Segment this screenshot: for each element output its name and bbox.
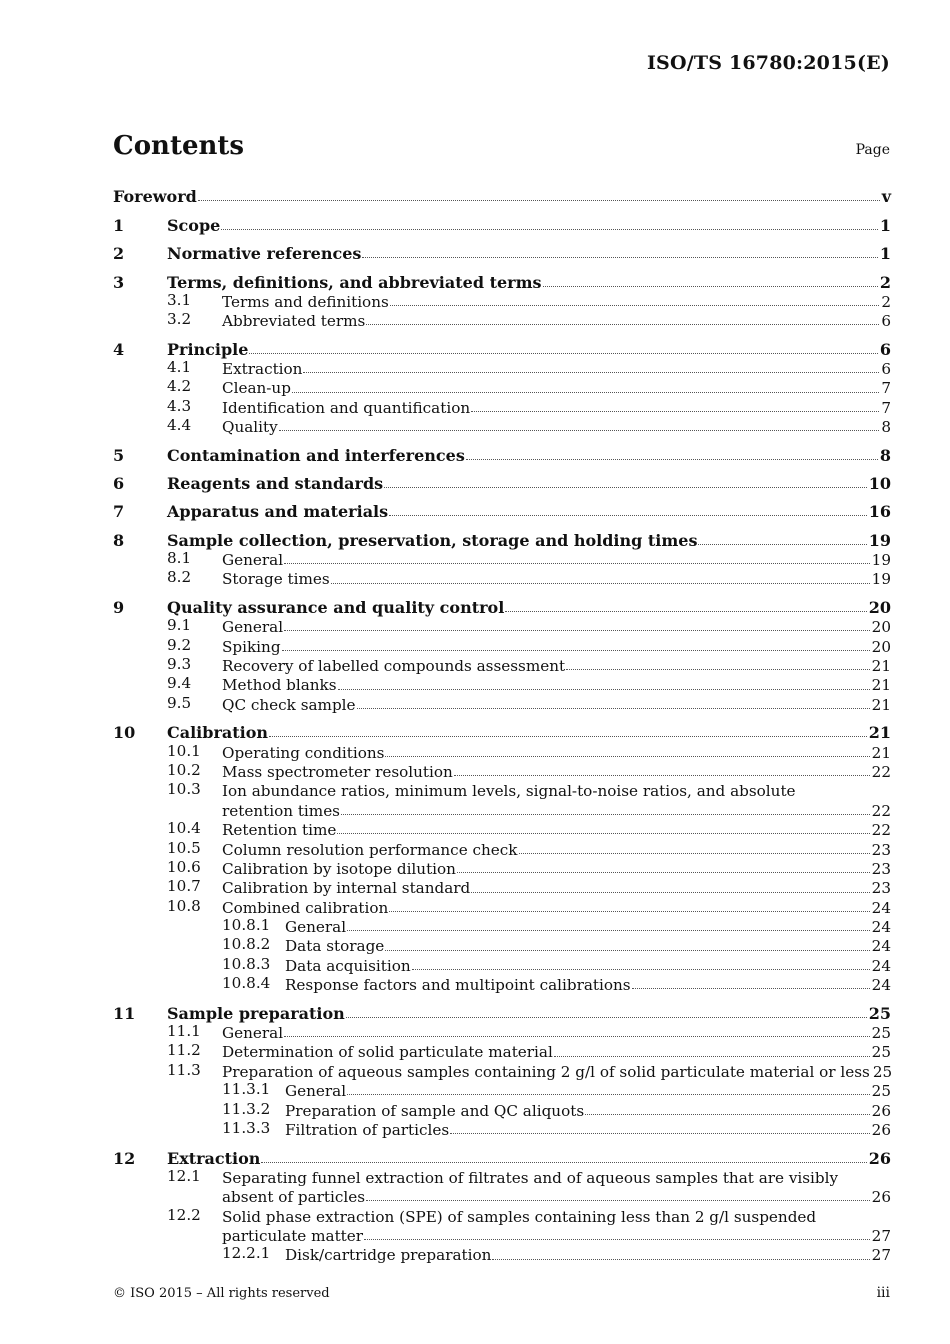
toc-entry-number: 10.2 (167, 760, 201, 779)
toc-entry-number: 11.1 (167, 1022, 201, 1041)
toc-entry[interactable] (113, 1244, 891, 1263)
dot-leader (454, 774, 870, 776)
toc-entry-page: 22 (871, 801, 891, 820)
dot-leader (566, 668, 870, 670)
toc-entry[interactable] (113, 858, 891, 877)
toc-entry-page: 19 (871, 570, 891, 589)
toc-entry-title: Disk/cartridge preparation (285, 1246, 492, 1265)
toc-entry[interactable] (113, 291, 891, 310)
toc-entry-number: 10.8.2 (222, 935, 271, 954)
toc-entry-page: 25 (872, 1062, 893, 1081)
toc-entry-number: 5 (113, 445, 125, 465)
toc-entry-page: 25 (871, 1082, 891, 1101)
dot-leader (632, 987, 870, 989)
dot-leader (543, 285, 878, 287)
toc-entry[interactable] (113, 529, 891, 548)
toc-entry[interactable] (113, 1041, 891, 1060)
toc-entry-page: 7 (881, 398, 891, 417)
toc-entry[interactable] (113, 597, 891, 616)
toc-entry-number: 3 (113, 272, 125, 292)
toc-entry-page: 8 (881, 418, 891, 437)
dot-leader (390, 304, 880, 306)
toc-entry-number: 10.8.3 (222, 954, 271, 973)
toc-entry-title: Separating funnel extraction of filtrates and of aqueous samples that are visibly (222, 1168, 839, 1187)
toc-entry-number: 9.3 (167, 655, 192, 673)
toc-entry[interactable] (113, 568, 891, 587)
dot-leader (466, 458, 878, 460)
toc-entry[interactable] (113, 1119, 891, 1138)
toc-entry-title: Column resolution performance check (222, 840, 518, 859)
toc-entry-title: Sample collection, preservation, storage and holding times (167, 530, 698, 550)
dot-leader (554, 1055, 870, 1057)
toc-entry-page: 25 (868, 1003, 891, 1023)
toc-entry-number: 9.1 (167, 616, 192, 635)
toc-entry-page: 23 (871, 840, 891, 859)
toc-entry-page: 16 (868, 502, 891, 522)
toc-entry[interactable] (113, 358, 891, 377)
toc-entry-page: 21 (868, 723, 891, 743)
toc-entry[interactable] (113, 501, 891, 520)
toc-entry-title: Response factors and multipoint calibrations (285, 976, 631, 995)
toc-entry-title: QC check sample (222, 695, 356, 714)
document-id: ISO/TS 16780:2015(E) (646, 52, 890, 74)
toc-entry-page: 10 (868, 474, 891, 494)
toc-entry-page: 20 (871, 618, 891, 637)
dot-leader (198, 199, 880, 201)
toc-entry-title: Spiking (222, 637, 281, 656)
toc-entry-number: 12.2 (167, 1205, 201, 1224)
toc-entry-number: 10.4 (167, 819, 201, 838)
toc-entry-title: Quality assurance and quality control (167, 598, 505, 618)
toc-entry-page: 23 (871, 879, 891, 898)
toc-entry-page: 24 (871, 918, 891, 937)
toc-entry-page: 7 (881, 379, 891, 398)
toc-entry-page: 26 (871, 1101, 891, 1120)
dot-leader (292, 391, 879, 393)
dot-leader (338, 688, 870, 690)
dot-leader (389, 910, 869, 912)
toc-entry-number: 11 (113, 1003, 136, 1023)
toc-entry-page: 21 (871, 743, 891, 762)
toc-entry-number: 7 (113, 502, 125, 522)
toc-entry-number: 4 (113, 339, 125, 359)
toc-entry-title: Sample preparation (167, 1003, 345, 1023)
toc-entry[interactable] (113, 974, 891, 993)
toc-entry-continuation[interactable] (113, 800, 891, 819)
toc-entry-page: 25 (871, 1024, 891, 1043)
toc-entry[interactable] (113, 1061, 891, 1080)
dot-leader (303, 371, 879, 373)
toc-entry[interactable] (113, 271, 891, 290)
toc-entry-title-continued: absent of particles (222, 1188, 366, 1207)
toc-entry-number: 10.8.1 (222, 916, 271, 935)
toc-entry-number: 10 (113, 723, 136, 743)
page-number: iii (876, 1285, 890, 1301)
toc-entry-page: 1 (879, 244, 891, 264)
toc-entry[interactable] (113, 1099, 891, 1118)
toc-entry-number: 9.5 (167, 693, 192, 712)
toc-entry-number: 11.3.2 (222, 1099, 271, 1118)
dot-leader (450, 1132, 870, 1134)
toc-entry[interactable] (113, 838, 891, 857)
toc-entry-title: General (285, 1082, 347, 1101)
toc-entry-title: Terms and definitions (222, 292, 389, 311)
toc-entry-title: Preparation of sample and QC aliquots (285, 1101, 585, 1120)
toc-entry-number: 6 (113, 474, 125, 494)
toc-entry-number: 4.3 (167, 396, 192, 415)
dot-leader (357, 707, 870, 709)
toc-entry-page: 24 (871, 956, 891, 975)
toc-entry-number: 8.1 (167, 549, 192, 568)
toc-entry-page: 23 (871, 859, 891, 878)
toc-entry[interactable] (113, 819, 891, 838)
toc-entry-title: Calibration (167, 723, 269, 743)
toc-entry-number: 12.1 (167, 1166, 201, 1185)
toc-entry-title: Clean-up (222, 379, 291, 398)
dot-leader (362, 256, 877, 258)
toc-entry[interactable] (113, 1002, 891, 1021)
toc-entry-title: Normative references (167, 244, 362, 264)
toc-entry-title: Extraction (222, 359, 303, 378)
toc-entry-title: Operating conditions (222, 743, 385, 762)
dot-leader (284, 562, 870, 564)
toc-entry[interactable] (113, 1147, 891, 1166)
toc-entry-title: Preparation of aqueous samples containing 2 g/l of solid particulate material or less (222, 1062, 870, 1081)
toc-entry-number: 10.5 (167, 838, 201, 857)
toc-entry-title: Calibration by internal standard (222, 879, 471, 898)
dot-leader (346, 1016, 867, 1018)
toc-entry-page: 20 (871, 637, 891, 656)
toc-entry-title: Quality (222, 418, 278, 437)
dot-leader (505, 610, 866, 612)
toc-entry-number: 8 (113, 530, 125, 550)
toc-entry[interactable] (113, 473, 891, 492)
dot-leader (269, 735, 867, 737)
toc-entry-page: 24 (871, 898, 891, 917)
toc-entry-page: 26 (871, 1120, 891, 1139)
dot-leader (385, 755, 869, 757)
toc-entry[interactable] (113, 549, 891, 568)
toc-entry-number: 11.3 (167, 1060, 201, 1079)
dot-leader (284, 629, 870, 631)
toc-entry[interactable] (113, 214, 891, 233)
dot-leader (698, 543, 866, 545)
toc-entry[interactable] (113, 897, 891, 916)
toc-entry[interactable] (113, 186, 891, 205)
dot-leader (366, 1199, 870, 1201)
dot-leader (261, 1161, 866, 1163)
table-of-contents (113, 186, 891, 1264)
toc-entry-page: 22 (871, 762, 891, 781)
toc-entry-number: 4.4 (167, 416, 192, 435)
toc-entry-page: v (881, 187, 891, 207)
toc-entry[interactable] (113, 935, 891, 954)
dot-leader (364, 1238, 870, 1240)
toc-entry-number: 11.2 (167, 1041, 201, 1060)
toc-entry-page: 6 (879, 339, 891, 359)
dot-leader (585, 1113, 870, 1115)
toc-entry[interactable] (113, 1080, 891, 1099)
toc-entry-number: 4.1 (167, 357, 192, 376)
dot-leader (366, 323, 879, 325)
toc-entry-page: 2 (879, 272, 891, 292)
toc-entry-page: 20 (868, 598, 891, 618)
dot-leader (337, 832, 869, 834)
toc-entry-number: 12 (113, 1148, 136, 1168)
toc-entry-page: 26 (871, 1188, 891, 1207)
toc-entry[interactable] (113, 243, 891, 262)
toc-entry[interactable] (113, 916, 891, 935)
toc-entry-number: 9.4 (167, 674, 192, 693)
dot-leader (457, 871, 870, 873)
copyright-notice: © ISO 2015 – All rights reserved (113, 1286, 330, 1301)
toc-entry-page: 19 (868, 530, 891, 550)
toc-entry[interactable] (113, 416, 891, 435)
toc-entry-page: 19 (871, 551, 891, 570)
toc-entry[interactable] (113, 310, 891, 329)
toc-entry-number: 2 (113, 244, 125, 264)
toc-entry-title: Extraction (167, 1148, 261, 1168)
dot-leader (221, 228, 878, 230)
toc-entry-title: Calibration by isotope dilution (222, 859, 456, 878)
toc-entry-title: Determination of solid particulate material (222, 1043, 553, 1062)
toc-entry-page: 25 (871, 1043, 891, 1062)
toc-entry-page: 2 (881, 292, 891, 311)
toc-entry-page: 21 (871, 695, 891, 714)
toc-entry-title: Terms, definitions, and abbreviated terms (167, 272, 542, 292)
toc-entry-page: 8 (879, 445, 891, 465)
toc-entry-page: 1 (879, 215, 891, 235)
toc-entry[interactable] (113, 635, 891, 654)
toc-entry[interactable] (113, 377, 891, 396)
toc-entry-number: 10.7 (167, 877, 201, 896)
dot-leader (412, 968, 870, 970)
toc-entry[interactable] (113, 1022, 891, 1041)
dot-leader (341, 813, 870, 815)
toc-entry-number: 11.3.3 (222, 1118, 271, 1137)
dot-leader (347, 929, 870, 931)
toc-entry-number: 10.1 (167, 741, 201, 760)
page-title: Contents (113, 131, 245, 161)
dot-leader (384, 486, 867, 488)
toc-entry-continuation[interactable] (113, 1225, 891, 1244)
toc-entry-number: 10.3 (167, 780, 201, 799)
dot-leader (282, 649, 870, 651)
toc-entry-number: 10.8 (167, 896, 201, 915)
toc-entry-title: General (285, 918, 347, 937)
toc-entry-page: 6 (881, 312, 891, 331)
toc-entry-title: Data acquisition (285, 956, 411, 975)
toc-entry-title: Filtration of particles (285, 1120, 450, 1139)
toc-entry-number: 3.1 (167, 290, 192, 309)
toc-entry-title: Ion abundance ratios, minimum levels, signal-to-noise ratios, and absolute (222, 782, 796, 801)
toc-entry[interactable] (113, 338, 891, 357)
toc-entry-title: Storage times (222, 570, 330, 589)
toc-entry-page: 24 (871, 976, 891, 995)
toc-entry-page: 27 (871, 1246, 891, 1265)
toc-entry-title: Data storage (285, 937, 385, 956)
toc-entry-number: 8.2 (167, 568, 192, 587)
toc-entry[interactable] (113, 397, 891, 416)
toc-entry-title: Principle (167, 339, 249, 359)
toc-entry-title: Solid phase extraction (SPE) of samples containing less than 2 g/l suspended (222, 1207, 817, 1226)
toc-entry-page: 24 (871, 937, 891, 956)
dot-leader (471, 891, 869, 893)
dot-leader (279, 429, 880, 431)
toc-entry-number: 12.2.1 (222, 1244, 271, 1263)
toc-entry-number: 10.6 (167, 857, 201, 876)
toc-entry-title: General (222, 618, 284, 637)
dot-leader (249, 352, 877, 354)
toc-entry[interactable] (113, 655, 891, 674)
toc-entry-title: General (222, 1024, 284, 1043)
toc-entry-page: 21 (871, 657, 891, 675)
toc-entry[interactable] (113, 694, 891, 713)
toc-entry-title: Contamination and interferences (167, 445, 465, 465)
toc-entry-number: 9.2 (167, 635, 192, 654)
toc-entry-page: 6 (881, 359, 891, 378)
toc-entry-title: Apparatus and materials (167, 502, 389, 522)
toc-entry-title: Retention time (222, 821, 337, 840)
toc-entry[interactable] (113, 674, 891, 693)
toc-entry-title: Scope (167, 215, 221, 235)
toc-entry[interactable] (113, 877, 891, 896)
toc-entry[interactable] (113, 761, 891, 780)
toc-entry-title-continued: retention times (222, 801, 340, 820)
toc-entry-title: Abbreviated terms (222, 312, 366, 331)
toc-entry[interactable] (113, 780, 891, 799)
toc-entry-number: 11.3.1 (222, 1080, 271, 1099)
dot-leader (347, 1093, 870, 1095)
dot-leader (331, 582, 870, 584)
toc-entry-number: 10.8.4 (222, 974, 271, 993)
toc-entry-title: Reagents and standards (167, 474, 384, 494)
toc-entry-title: Mass spectrometer resolution (222, 762, 453, 781)
toc-entry-title: General (222, 551, 284, 570)
toc-entry-page: 26 (868, 1148, 891, 1168)
toc-entry-title-continued: particulate matter (222, 1226, 364, 1245)
toc-entry-title: Recovery of labelled compounds assessment (222, 657, 566, 675)
toc-entry-page: 27 (871, 1226, 891, 1245)
toc-entry-title: Combined calibration (222, 898, 389, 917)
toc-entry-continuation[interactable] (113, 1186, 891, 1205)
dot-leader (389, 514, 867, 516)
toc-entry-title: Method blanks (222, 676, 337, 695)
toc-entry[interactable] (113, 1167, 891, 1186)
page-column-label: Page (855, 142, 890, 158)
dot-leader (492, 1258, 869, 1260)
dot-leader (284, 1035, 870, 1037)
toc-entry-number: 3.2 (167, 310, 192, 329)
toc-entry[interactable] (113, 1205, 891, 1224)
toc-entry-page: 21 (871, 676, 891, 695)
toc-entry-number: 1 (113, 215, 125, 235)
toc-entry-title: Foreword (113, 187, 197, 207)
toc-entry-page: 22 (871, 821, 891, 840)
toc-entry-number: 9 (113, 598, 125, 618)
toc-entry-title: Identification and quantification (222, 398, 471, 417)
dot-leader (471, 410, 879, 412)
dot-leader (385, 949, 869, 951)
toc-entry[interactable] (113, 955, 891, 974)
toc-entry[interactable] (113, 722, 891, 741)
toc-entry[interactable] (113, 741, 891, 760)
dot-leader (519, 852, 870, 854)
toc-entry[interactable] (113, 444, 891, 463)
toc-entry[interactable] (113, 616, 891, 635)
toc-entry-number: 4.2 (167, 377, 192, 396)
